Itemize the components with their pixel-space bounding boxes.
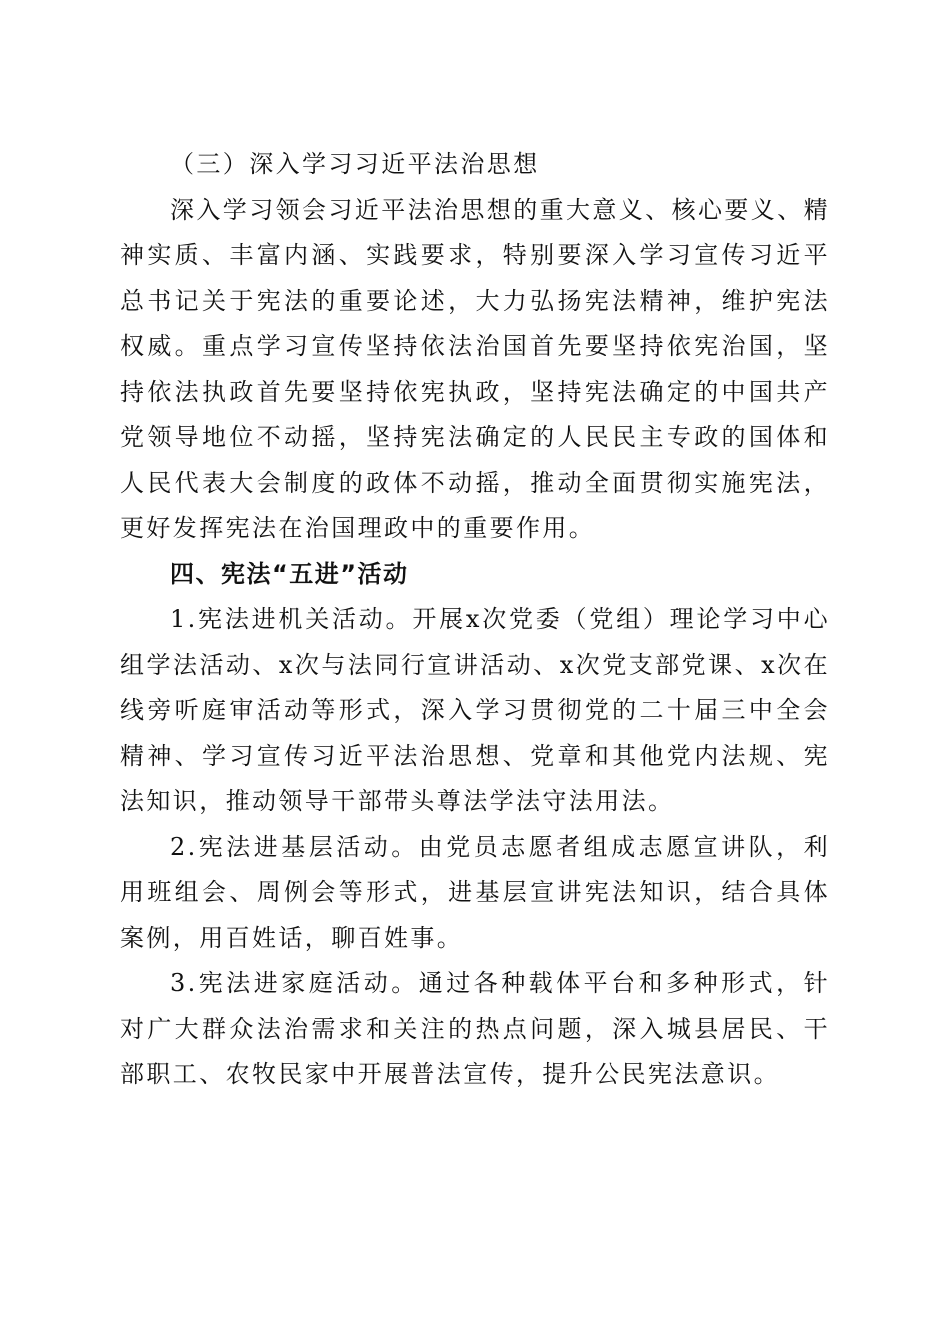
activity-item-3: 3.宪法进家庭活动。通过各种载体平台和多种形式，针对广大群众法治需求和关注的热点问题，深入城县居民、干部职工、农牧民家中开展普法宣传，提升公民宪法意识。: [120, 969, 830, 1088]
section-3-heading: （三）深入学习习近平法治思想: [170, 150, 540, 178]
section-3-paragraph: 深入学习领会习近平法治思想的重大意义、核心要义、精神实质、丰富内涵、实践要求，特别要深入学习宣传习近平总书记关于宪法的重要论述，大力弘扬宪法精神，维护宪法权威。重点学习宣传坚持依法治国首先要坚持依宪治国，坚持依法执政首先要坚持依宪执政，坚持宪法确定的中国共产党领导地位不动摇，坚持宪法确定的人民民主专政的国体和人民代表大会制度的政体不动摇，推动全面贯彻实施宪法，更好发挥宪法在治国理政中的重要作用。: [120, 195, 830, 542]
activity-item-2: 2.宪法进基层活动。由党员志愿者组成志愿宣讲队，利用班组会、周例会等形式，进基层宣讲宪法知识，结合具体案例，用百姓话，聊百姓事。: [120, 832, 830, 952]
section-4-heading: 四、宪法“五进”活动: [170, 559, 409, 588]
document-body: [120, 142, 830, 1098]
activity-item-1: 1.宪法进机关活动。开展x次党委（党组）理论学习中心组学法活动、x次与法同行宣讲活动、x次党支部党课、x次在线旁听庭审活动等形式，深入学习贯彻党的二十届三中全会精神、学习宣传习近平法治思想、党章和其他党内法规、宪法知识，推动领导干部带头尊法学法守法用法。: [120, 605, 830, 815]
